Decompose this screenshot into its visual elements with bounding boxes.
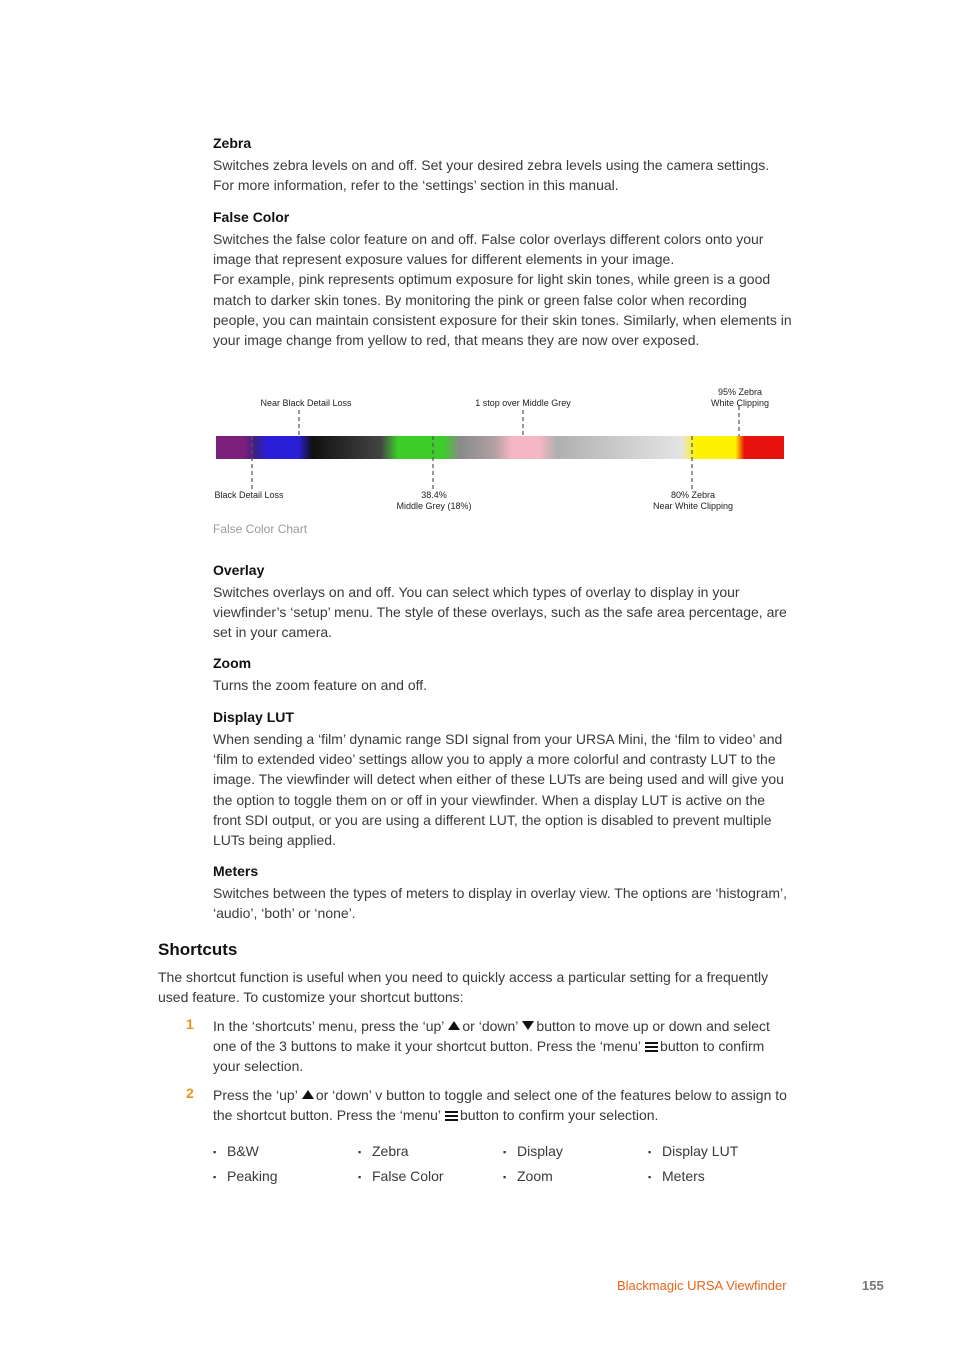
step-2-text-b: or ‘down’ v button to toggle and select one of the features below to assign to the shortcut button. Press the ‘menu’ xyxy=(213,1087,787,1124)
black-loss-label: Black Detail Loss xyxy=(214,490,284,500)
step-1-number: 1 xyxy=(186,1016,194,1032)
zebra-body: Switches zebra levels on and off. Set your desired zebra levels using the camera settings. For more information, refer to the ‘settings’ section in this manual. xyxy=(213,157,770,194)
step-1-text xyxy=(213,1016,793,1077)
shortcuts-intro: The shortcut function is useful when you need to quickly access a particular setting for a frequently used feature. To customize your shortcut buttons: xyxy=(158,969,769,1006)
list-item: ▪ Display xyxy=(503,1141,563,1161)
zebra80-label-1: 80% Zebra xyxy=(670,490,716,500)
page-number: 155 xyxy=(862,1278,884,1293)
meters-body: Switches between the types of meters to display in overlay view. The options are ‘histogram’, ‘audio’, ‘both’ or ‘none’. xyxy=(213,885,788,922)
one-stop-label: 1 stop over Middle Grey xyxy=(475,398,571,408)
step-2-text-c: button to confirm your selection. xyxy=(460,1107,659,1124)
step-2-number: 2 xyxy=(186,1085,194,1101)
zebra95-label-1: 95% Zebra xyxy=(717,387,763,397)
up-arrow-icon xyxy=(302,1090,314,1099)
step-1-text-a: In the ‘shortcuts’ menu, press the ‘up’ xyxy=(213,1018,445,1034)
false-color-chart xyxy=(213,384,785,514)
false-color-heading: False Color xyxy=(213,209,290,225)
meters-heading: Meters xyxy=(213,863,259,879)
middle-grey-label-1: 38.4% xyxy=(421,490,447,500)
false-color-body-2: For example, pink represents optimum exposure for light skin tones, while green is a good match to darker skin tones. By monitoring the pink or green false color when recording people, you can maintain consistent exposure for their skin tones. Similarly, when elements in your image change from yellow to red, that means they are now over exposed. xyxy=(213,271,792,349)
footer-title: Blackmagic URSA Viewfinder xyxy=(617,1278,787,1293)
false-color-body-1: Switches the false color feature on and off. False color overlays different colors onto your image that represent exposure values for different elements in your image. xyxy=(213,231,764,268)
list-item: ▪ Zebra xyxy=(358,1141,409,1161)
overlay-body: Switches overlays on and off. You can select which types of overlay to display in your viewfinder’s ‘setup’ menu. The style of these overlays, such as the safe area percentage, are set in your camera. xyxy=(213,584,787,641)
zebra-heading: Zebra xyxy=(213,135,252,151)
meters-section xyxy=(213,861,793,923)
up-arrow-icon xyxy=(448,1021,460,1030)
false-color-section xyxy=(213,207,793,350)
zoom-heading: Zoom xyxy=(213,655,252,671)
zebra80-label-2: Near White Clipping xyxy=(652,501,734,511)
list-item: ▪ B&W xyxy=(213,1141,259,1161)
list-item: ▪ False Color xyxy=(358,1166,444,1186)
near-black-label: Near Black Detail Loss xyxy=(260,398,352,408)
menu-icon xyxy=(645,1042,658,1052)
step-1-text-d: button to confirm your selection. xyxy=(213,1038,765,1075)
menu-icon xyxy=(445,1111,458,1121)
display-lut-section xyxy=(213,707,793,850)
shortcuts-title: Shortcuts xyxy=(158,940,238,959)
zebra-section xyxy=(213,133,793,195)
step-2-text xyxy=(213,1085,793,1125)
step-2-text-a: Press the ‘up’ xyxy=(213,1087,298,1103)
overlay-heading: Overlay xyxy=(213,562,265,578)
list-item: ▪ Zoom xyxy=(503,1166,553,1186)
step-1-text-c: button to move up or down and select one of the 3 buttons to make it your shortcut button. Press the ‘menu’ xyxy=(213,1018,770,1055)
zoom-section xyxy=(213,653,793,695)
list-item: ▪ Display LUT xyxy=(648,1141,738,1161)
figure-caption: False Color Chart xyxy=(213,522,308,536)
list-item: ▪ Peaking xyxy=(213,1166,278,1186)
down-arrow-icon xyxy=(522,1021,534,1030)
display-lut-heading: Display LUT xyxy=(213,709,294,725)
step-1-text-b: or ‘down’ xyxy=(462,1018,519,1034)
middle-grey-label-2: Middle Grey (18%) xyxy=(396,501,472,511)
list-item: ▪ Meters xyxy=(648,1166,705,1186)
zebra95-label-2: White Clipping xyxy=(710,398,770,408)
display-lut-body: When sending a ‘film’ dynamic range SDI signal from your URSA Mini, the ‘film to video’ and ‘film to extended video’ settings allow you to apply a more colorful and contrasty LUT to the image. The viewfinder will detect when either of these LUTs are being used and will give you the option to toggle them on or off in your viewfinder. When a display LUT is active on the front SDI output, or you are using a different LUT, the option is disabled to prevent multiple LUTs being applied. xyxy=(213,731,784,849)
zoom-body: Turns the zoom feature on and off. xyxy=(213,677,428,693)
false-color-bar xyxy=(216,436,784,459)
overlay-section xyxy=(213,560,793,643)
